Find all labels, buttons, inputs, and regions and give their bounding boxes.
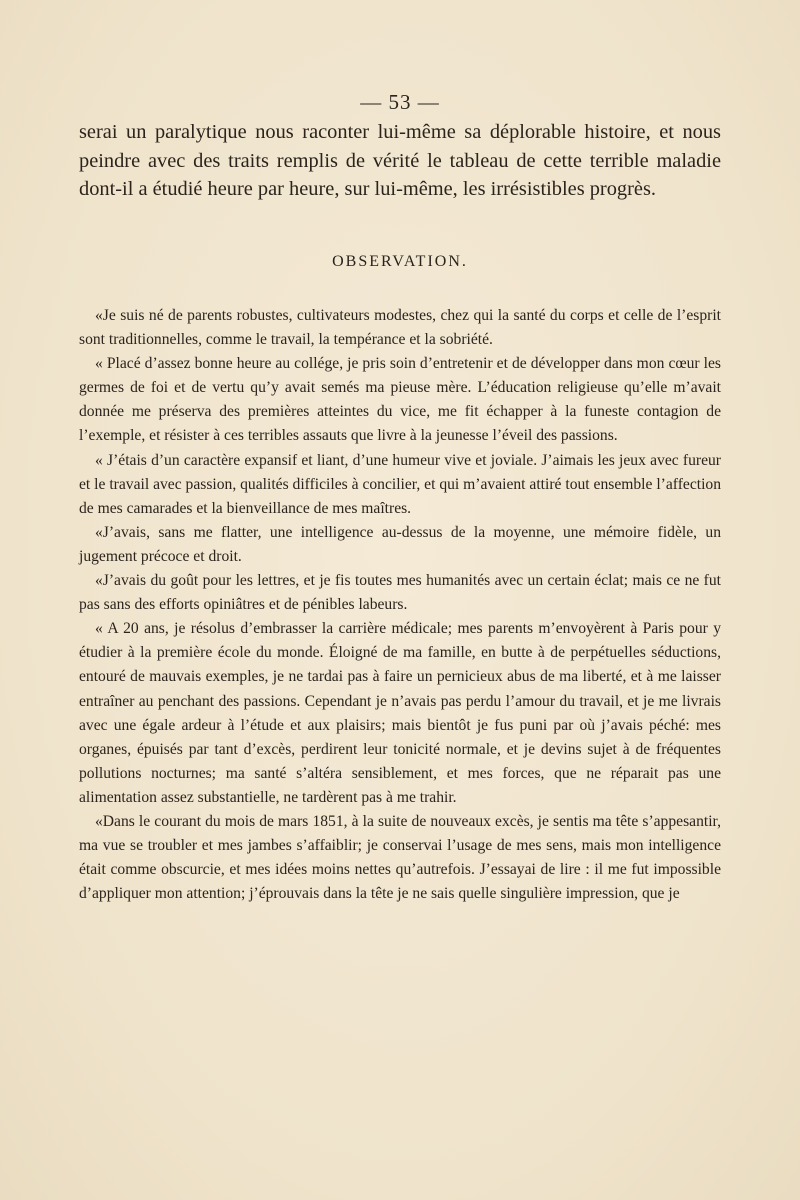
paragraph: «J’avais du goût pour les lettres, et je fis toutes mes humanités avec un certain éclat; mais ce ne fut pas sans des efforts opiniâtres et de pénibles labeurs. <box>79 572 721 614</box>
intro-paragraph <box>79 118 721 204</box>
page-number: — 53 — <box>360 90 440 114</box>
paragraph: « J’étais d’un caractère expansif et liant, d’une humeur vive et joviale. J’aimais les jeux avec fureur et le travail avec passion, qualités difficiles à concilier, et qui m’avaient attiré tout ensemble l’affection de mes camarades et la bienveillance de mes maîtres. <box>79 451 721 517</box>
intro-text: serai un paralytique nous raconter lui-même sa déplorable histoire, et nous peindre avec des traits remplis de vérité le tableau de cette terrible maladie dont-il a étudié heure par heure, sur lui-même, les irrésistibles progrès. <box>79 121 721 201</box>
paragraph: « A 20 ans, je résolus d’embrasser la carrière médicale; mes parents m’envoyèrent à Paris pour y étudier à la première école du monde. Éloigné de ma famille, en butte à de perpétuelles séductions, entouré de mauvais exemples, je ne tardai pas à faire un pernicieux abus de ma liberté, et à me laisser entraîner au penchant des passions. Cependant je n’avais pas perdu l’amour du travail, et je me livrais avec une égale ardeur à l’étude et aux plaisirs; mais bientôt je fus puni par où j’avais péché: mes organes, épuisés par tant d’excès, perdirent leur tonicité normale, et je devins sujet à de fréquentes pollutions nocturnes; ma santé s’altéra sensiblement, et mes forces, que ne réparait pas une alimentation assez substantielle, ne tardèrent pas à me trahir. <box>79 620 721 806</box>
paragraph: «Je suis né de parents robustes, cultivateurs modestes, chez qui la santé du corps et celle de l’esprit sont traditionnelles, comme le travail, la tempérance et la sobriété. <box>79 307 721 349</box>
observation-body <box>79 304 721 906</box>
section-title: OBSERVATION. <box>332 253 468 270</box>
paragraph: «J’avais, sans me flatter, une intelligence au-dessus de la moyenne, une mémoire fidèle, un jugement précoce et droit. <box>79 523 721 565</box>
paragraph: «Dans le courant du mois de mars 1851, à la suite de nouveaux excès, je sentis ma tête s’appesantir, ma vue se troubler et mes jambes s’affaiblir; je conservai l’usage de mes sens, mais mon intelligence était comme obscurcie, et mes idées moins nettes qu’autrefois. J’essayai de lire : il me fut impossible d’appliquer mon attention; j’éprouvais dans la tête je ne sais quelle singulière impression, que je <box>79 812 721 903</box>
paragraph: « Placé d’assez bonne heure au collége, je pris soin d’entretenir et de développer dans mon cœur les germes de foi et de vertu qu’y avait semés ma pieuse mère. L’éducation religieuse qu’elle m’avait donnée me préserva des premières atteintes du vice, me fit échapper à la funeste contagion de l’exemple, et résister à ces terribles assauts que livre à la jeunesse l’éveil des passions. <box>79 355 721 445</box>
